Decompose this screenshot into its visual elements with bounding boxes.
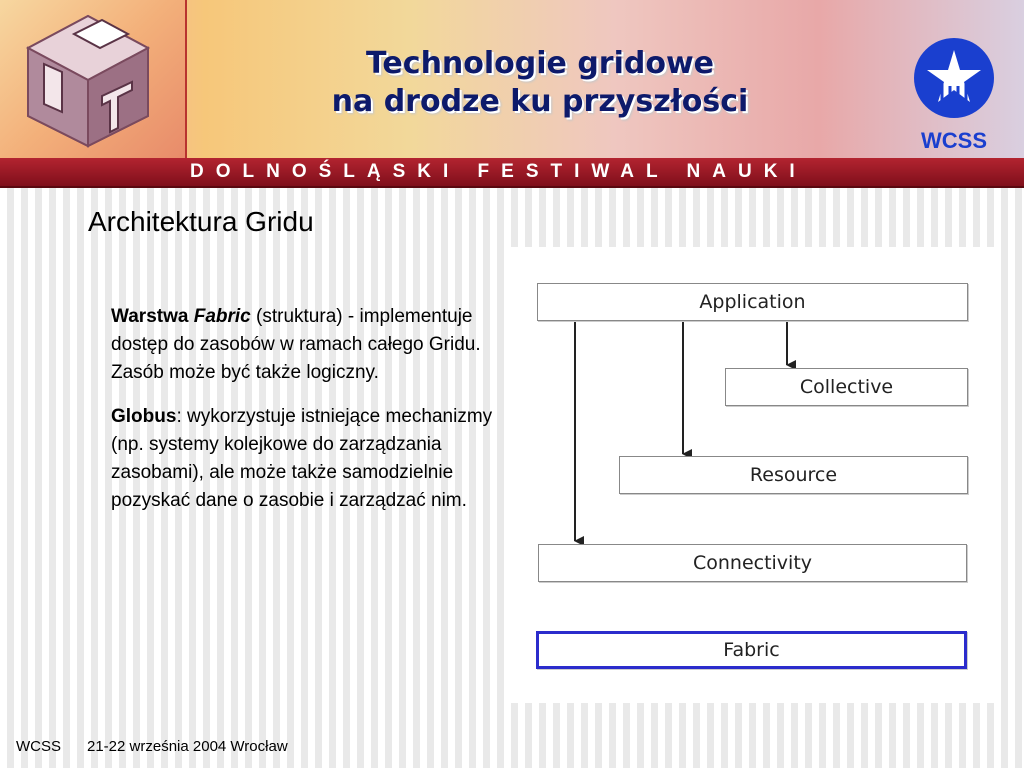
layer-connectivity-label: Connectivity bbox=[692, 552, 813, 574]
paragraph-fabric-text: (struktura) - implementuje dostęp do zasobów w ramach całego Gridu. Zasób może być także logiczny. bbox=[111, 306, 481, 383]
slide-title bbox=[270, 45, 810, 121]
logo-panel bbox=[0, 0, 187, 158]
layer-collective bbox=[725, 368, 968, 406]
paragraph-globus-text: : wykorzystuje istniejące mechanizmy (np. systemy kolejkowe do zarządzania zasobami), ale może także samodzielnie pozyskać dane o zasobie i zarządzać nim. bbox=[111, 406, 493, 511]
wcss-star-logo-icon bbox=[912, 36, 996, 120]
wcss-logo-text: WCSS bbox=[921, 128, 987, 153]
layer-resource-label: Resource bbox=[749, 464, 838, 486]
grid-architecture-diagram bbox=[505, 247, 997, 703]
slide-header bbox=[0, 0, 1024, 188]
layer-connectivity bbox=[538, 544, 967, 582]
paragraph-fabric bbox=[111, 303, 496, 387]
section-title: Architektura Gridu bbox=[88, 206, 314, 237]
layer-collective-label: Collective bbox=[799, 376, 894, 398]
layer-application bbox=[537, 283, 968, 321]
footer-event-date: 21-22 września 2004 Wrocław bbox=[87, 738, 288, 755]
footer-org: WCSS bbox=[16, 738, 61, 755]
term-globus: Globus bbox=[111, 406, 177, 427]
paragraph-globus bbox=[111, 403, 496, 515]
layer-resource bbox=[619, 456, 968, 494]
layer-fabric bbox=[536, 631, 967, 669]
festival-cube-logo-icon bbox=[22, 12, 154, 150]
term-fabric: Fabric bbox=[193, 306, 251, 327]
layer-application-label: Application bbox=[699, 291, 806, 313]
title-line-1: Technologie gridowe bbox=[365, 46, 715, 81]
term-warstwa: Warstwa bbox=[111, 306, 189, 327]
title-line-2: na drodze ku przyszłości bbox=[331, 84, 749, 119]
header-banner bbox=[0, 0, 1024, 159]
festival-banner-text: DOLNOŚLĄSKI FESTIWAL NAUKI bbox=[190, 161, 807, 182]
festival-banner bbox=[0, 158, 1024, 188]
slide-body-text bbox=[111, 303, 496, 531]
layer-fabric-label: Fabric bbox=[723, 639, 780, 661]
